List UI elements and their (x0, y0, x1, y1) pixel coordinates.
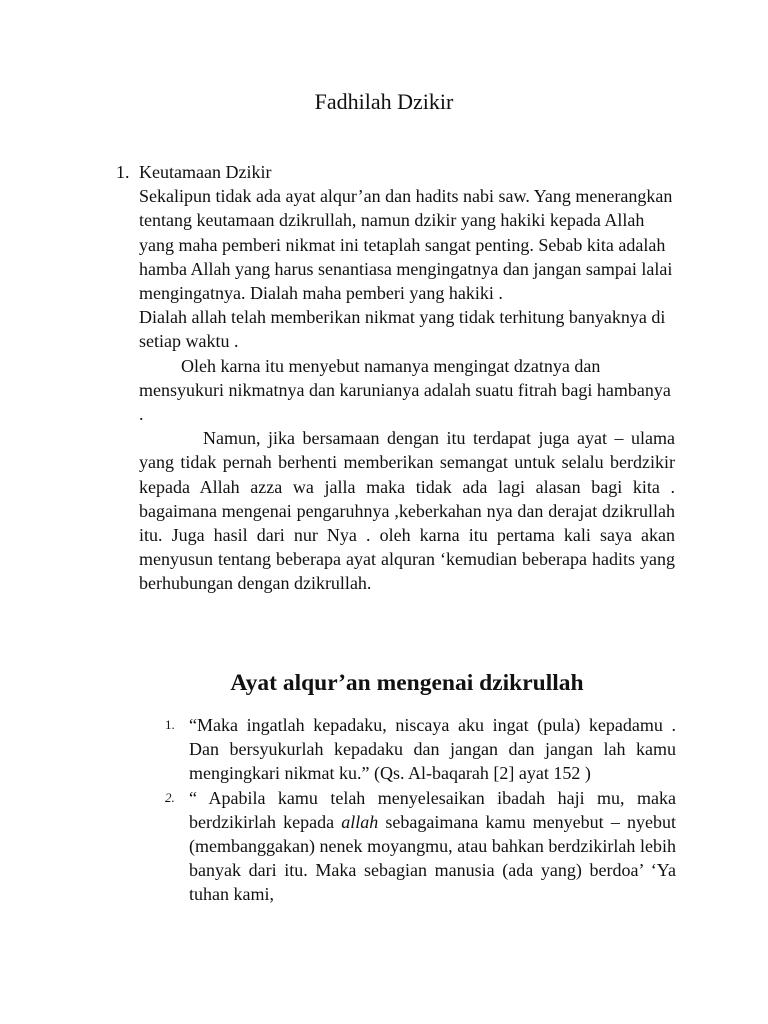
list-item-text (189, 788, 676, 905)
list-item (161, 786, 676, 907)
section-heading-ayat: Ayat alqur’an mengenai dzikrullah (230, 670, 584, 696)
list-item-number: 1. (165, 717, 175, 732)
section-heading: Keutamaan Dzikir (139, 162, 272, 182)
paragraph: Namun, jika bersamaan dengan itu terdapat juga ayat – ulama yang tidak pernah berhenti memberikan semangat untuk selalu berdzikir kepada Allah azza wa jalla maka tidak ada lagi alasan bagi kita . bagaimana mengenai pengaruhnya ,keberkahan nya dan derajat dzikrullah itu. Juga hasil dari nur Nya . oleh karna itu pertama kali saya akan menyusun tentang beberapa ayat alquran ‘kemudian beberapa hadits yang berhubungan dengan dzikrullah. (139, 428, 675, 594)
text-segment: “ Apabila kamu telah menyelesaikan ibadah haji mu, maka berdzikirlah kepada (189, 787, 676, 832)
emphasis-text: allah (341, 811, 379, 832)
section-number: 1. (116, 162, 130, 182)
section-keutamaan-dzikir (139, 160, 679, 596)
paragraph: Oleh karna itu menyebut namanya mengingat dzatnya dan mensyukuri nikmatnya dan karunianya adalah suatu fitrah bagi hambanya . (139, 355, 671, 425)
list-item-number: 2. (165, 789, 175, 805)
document-title: Fadhilah Dzikir (314, 89, 454, 114)
list-item-text: “Maka ingatlah kepadaku, niscaya aku ingat (pula) kepadamu . Dan bersyukurlah kepadaku dan jangan dan jangan lah kamu mengingkari nikmat ku.” (Qs. Al-baqarah [2] ayat 152 ) (189, 715, 676, 784)
text-segment: sebagaimana kamu menyebut – nyebut (membanggakan) nenek moyangmu, atau bahkan berdzikirlah lebih banyak dari itu. Maka sebagian manusia (ada yang) berdoa’ ‘Ya tuhan kami, (189, 811, 676, 905)
ayat-list (161, 713, 676, 907)
list-item (161, 713, 676, 786)
paragraph: Sekalipun tidak ada ayat alqur’an dan hadits nabi saw. Yang menerangkan tentang keutamaan dzikrullah, namun dzikir yang hakiki kepada Allah yang maha pemberi nikmat ini tetaplah sangat penting. Sebab kita adalah hamba Allah yang harus senantiasa mengingatnya dan jangan sampai lalai mengingatnya. Dialah maha pemberi yang hakiki . (139, 186, 673, 304)
paragraph: Dialah allah telah memberikan nikmat yang tidak terhitung banyaknya di setiap waktu . (139, 307, 666, 352)
